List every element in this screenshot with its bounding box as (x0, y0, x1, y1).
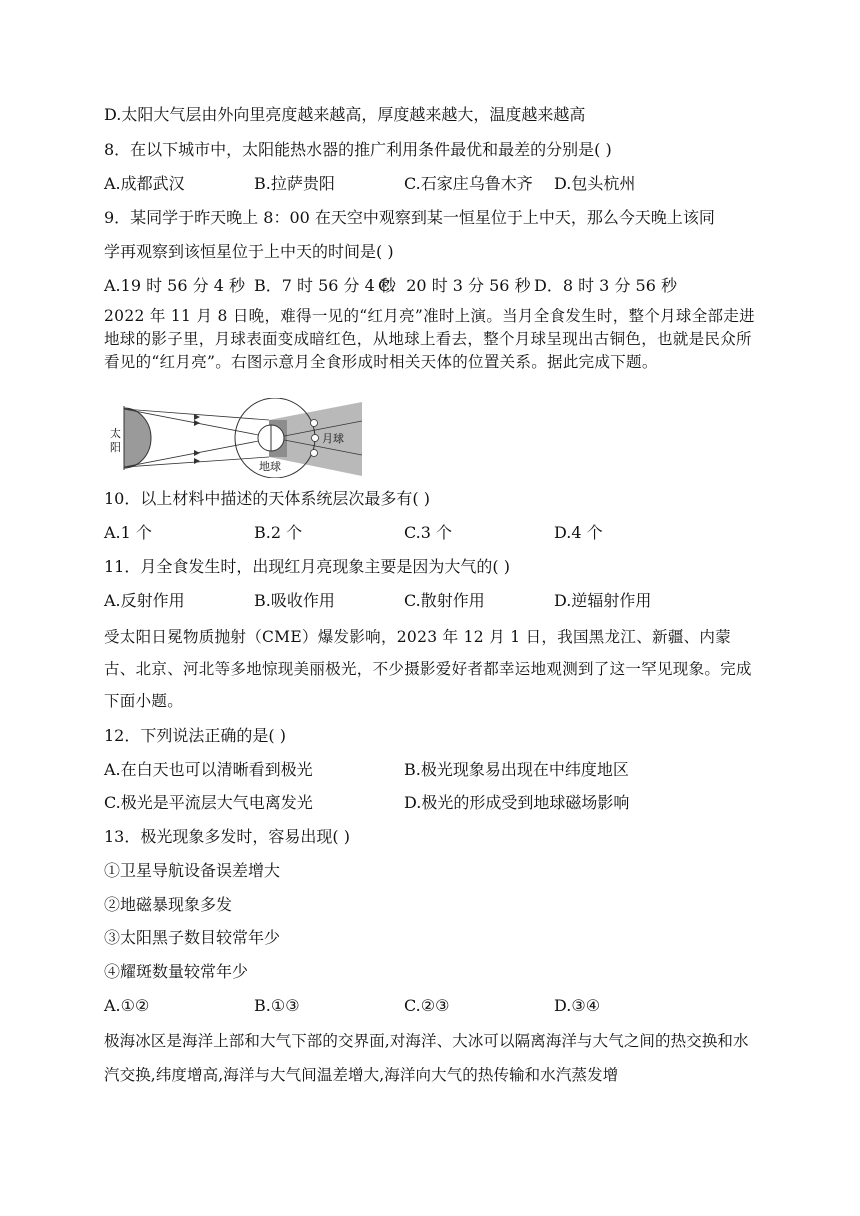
q13-statement-4: ④耀斑数量较常年少 (104, 962, 249, 981)
moon-position-eclipse (312, 435, 319, 442)
q9-option-a[interactable]: A.19 时 56 分 4 秒 (104, 276, 245, 295)
passage-sea-ice: 极海冰区是海洋上部和大气下部的交界面,对海洋、大冰可以隔离海洋与大气之间的热交换和水汽交换,纬度增高,海洋与大气间温差增大,海洋向大气的热传输和水汽蒸发增 (104, 1032, 749, 1084)
moon-position-bottom (311, 450, 318, 457)
q7-option-d: D.太阳大气层由外向里亮度越来越高，厚度越来越大，温度越来越高 (104, 105, 586, 124)
q11-option-b[interactable]: B.吸收作用 (254, 591, 335, 610)
q12-option-b[interactable]: B.极光现象易出现在中纬度地区 (404, 760, 629, 779)
q13-option-d[interactable]: D.③④ (554, 996, 601, 1015)
sun-label-bottom: 阳 (110, 441, 121, 454)
q10-stem: 10．以上材料中描述的天体系统层次最多有( ) (104, 489, 430, 508)
q12-option-c[interactable]: C.极光是平流层大气电离发光 (104, 793, 313, 812)
q8-option-d[interactable]: D.包头杭州 (554, 174, 636, 193)
sun-label-top: 太 (110, 427, 121, 440)
q13-statement-3: ③太阳黑子数目较常年少 (104, 928, 281, 947)
moon-label: 月球 (322, 432, 344, 445)
q10-option-c[interactable]: C.3 个 (404, 523, 453, 542)
q10-option-d[interactable]: D.4 个 (554, 523, 603, 542)
q13-statement-2: ②地磁暴现象多发 (104, 895, 233, 914)
earth-label: 地球 (259, 460, 281, 473)
q13-stem: 13．极光现象多发时，容易出现( ) (104, 827, 350, 846)
q13-option-a[interactable]: A.①② (104, 996, 150, 1015)
q9-stem-line1: 9．某同学于昨天晚上 8：00 在天空中观察到某一恒星位于上中天，那么今天晚上该同 (104, 208, 715, 227)
sun-shape (124, 408, 151, 468)
q11-option-a[interactable]: A.反射作用 (104, 591, 185, 610)
q12-option-d[interactable]: D.极光的形成受到地球磁场影响 (404, 793, 630, 812)
lunar-eclipse-diagram (104, 398, 362, 478)
q8-option-a[interactable]: A.成都武汉 (104, 174, 185, 193)
q8-stem: 8．在以下城市中，太阳能热水器的推广利用条件最优和最差的分别是( ) (104, 140, 612, 159)
q13-option-b[interactable]: B.①③ (254, 996, 300, 1015)
q8-option-b[interactable]: B.拉萨贵阳 (254, 174, 335, 193)
q9-option-c[interactable]: C．20 时 3 分 56 秒 (378, 276, 531, 295)
q10-option-a[interactable]: A.1 个 (104, 523, 152, 542)
moon-position-top (311, 420, 318, 427)
q8-option-c[interactable]: C.石家庄乌鲁木齐 (404, 174, 533, 193)
q11-stem: 11．月全食发生时，出现红月亮现象主要是因为大气的( ) (104, 557, 510, 576)
q11-option-c[interactable]: C.散射作用 (404, 591, 485, 610)
q9-option-b[interactable]: B．7 时 56 分 4 秒 (254, 276, 396, 295)
q13-option-c[interactable]: C.②③ (404, 996, 450, 1015)
passage-aurora: 受太阳日冕物质抛射（CME）爆发影响，2023 年 12 月 1 日，我国黑龙江、新疆、内蒙古、北京、河北等多地惊现美丽极光，不少摄影爱好者都幸运地观测到了这一罕见现象。完成下面小题。 (104, 628, 752, 710)
q12-option-a[interactable]: A.在白天也可以清晰看到极光 (104, 760, 313, 779)
passage-red-moon: 2022 年 11 月 8 日晚，难得一见的“红月亮”准时上演。当月全食发生时，整个月球全部走进地球的影子里，月球表面变成暗红色，从地球上看去，整个月球呈现出古铜色，也就是民众所看见的“红月亮”。右图示意月全食形成时相关天体的位置关系。据此完成下题。 (104, 307, 755, 371)
q9-stem-line2: 学再观察到该恒星位于上中天的时间是( ) (104, 242, 394, 261)
q13-statement-1: ①卫星导航设备误差增大 (104, 861, 281, 880)
q10-option-b[interactable]: B.2 个 (254, 523, 303, 542)
q11-option-d[interactable]: D.逆辐射作用 (554, 591, 652, 610)
q9-option-d[interactable]: D．8 时 3 分 56 秒 (534, 276, 677, 295)
q12-stem: 12．下列说法正确的是( ) (104, 726, 286, 745)
